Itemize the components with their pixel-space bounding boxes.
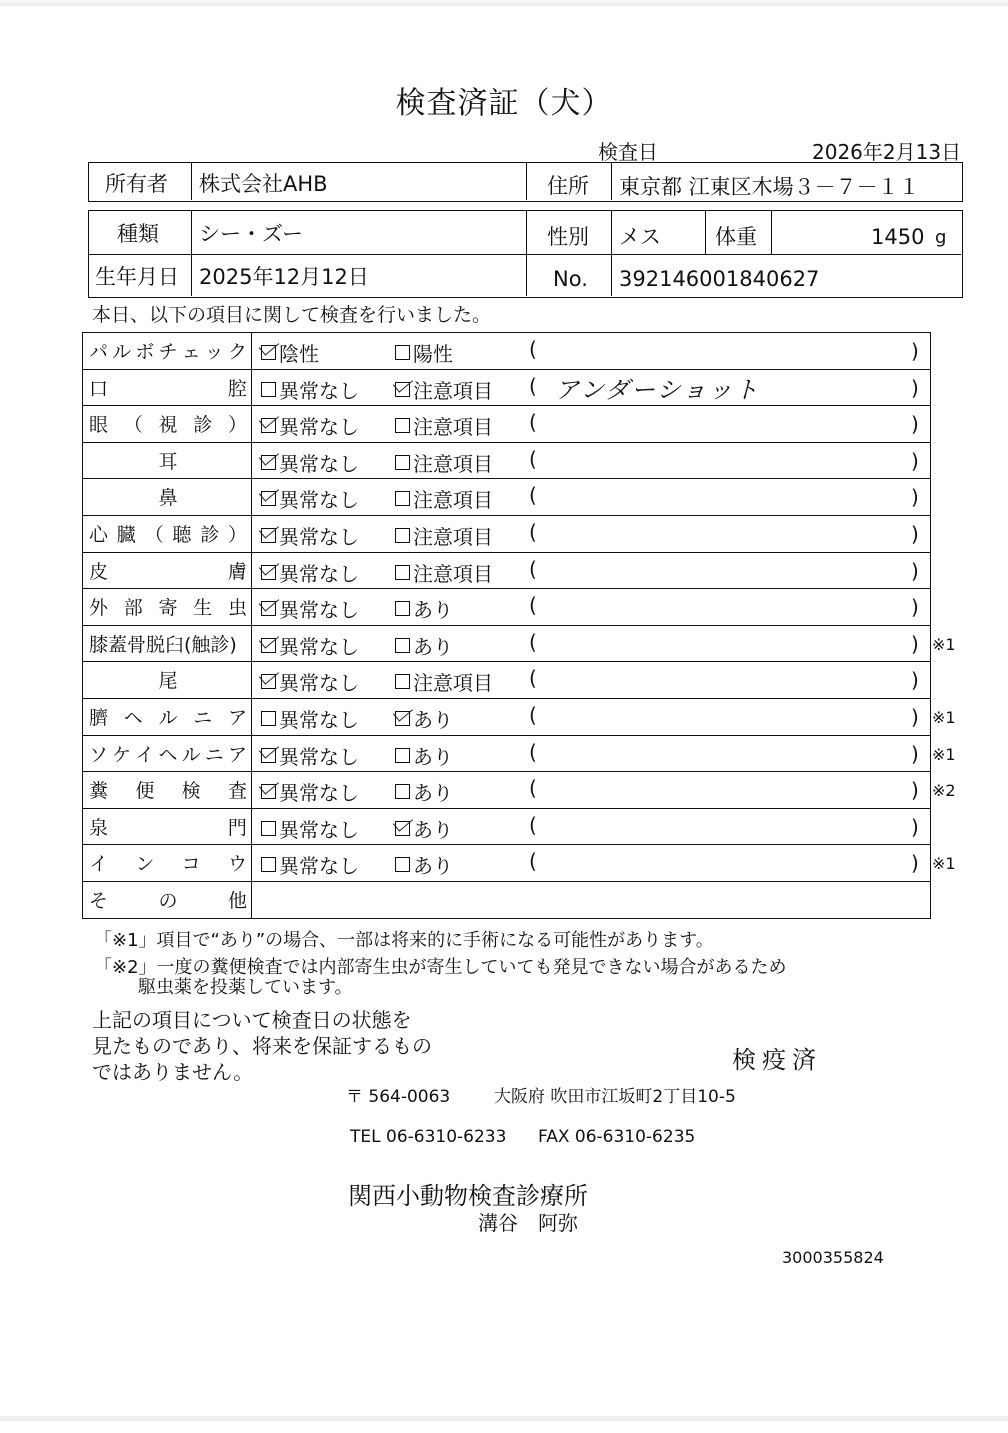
inspection-checklist [82, 332, 931, 919]
number-value: 392146001840627 [619, 267, 820, 291]
label-char: ア [227, 707, 247, 729]
scan-bottom-edge [0, 1416, 1008, 1421]
checklist-item-label [89, 410, 247, 437]
clinic-fax: FAX 06-6310-6235 [538, 1127, 696, 1147]
checklist-item-label [89, 483, 247, 510]
checkbox-icon[interactable] [395, 491, 410, 506]
option-label: 異常なし [279, 415, 359, 440]
option-normal[interactable] [261, 704, 359, 733]
checklist-item-label [89, 740, 247, 767]
label-char: ケ [112, 743, 132, 766]
owner-label: 所有者 [105, 172, 168, 196]
label-char: 糞 [89, 780, 109, 803]
option-abnormal[interactable] [395, 814, 453, 843]
checklist-item-label [89, 776, 247, 803]
clinic-tel: TEL 06-6310-6233 [350, 1127, 507, 1147]
checklist-row [83, 699, 930, 736]
checklist-item-label [89, 520, 247, 547]
checklist-row [83, 845, 930, 882]
checkbox-icon[interactable] [395, 601, 410, 616]
checked-checkbox-icon[interactable] [261, 345, 276, 360]
label-char: ル [158, 707, 178, 729]
pet-info-box [88, 210, 963, 298]
label-char: ル [112, 341, 132, 363]
option-label: 異常なし [279, 817, 359, 842]
label-char: 耳 [158, 450, 178, 473]
option-normal[interactable] [261, 741, 359, 770]
option-label: 注意項目 [413, 671, 493, 696]
option-normal[interactable] [261, 448, 359, 477]
option-abnormal[interactable] [395, 375, 493, 404]
note-close-paren: ) [911, 851, 919, 876]
label-char: 尾 [158, 670, 178, 693]
note-open-paren: ( [529, 593, 537, 618]
clinic-name: 関西小動物検査診療所 [348, 1182, 588, 1210]
checkbox-icon[interactable] [395, 638, 410, 653]
checklist-row [83, 553, 930, 590]
label-char: （ [123, 414, 143, 437]
label-char: 皮 [89, 560, 109, 583]
label-char: 膝蓋骨脱臼(触診) [89, 633, 237, 656]
option-normal[interactable] [261, 850, 359, 879]
note-open-paren: ( [529, 337, 537, 361]
checklist-item-label [89, 630, 247, 657]
note-close-paren: ) [911, 668, 919, 693]
checkbox-icon[interactable] [395, 674, 410, 689]
option-label: 異常なし [279, 451, 359, 476]
option-abnormal[interactable] [395, 631, 453, 660]
checklist-item-label [89, 813, 247, 840]
option-label: あり [413, 817, 453, 842]
note-open-paren: ( [529, 666, 537, 691]
option-label: 注意項目 [413, 415, 493, 440]
footnote-mark: ※1 [932, 854, 956, 874]
label-char: 検 [181, 780, 201, 803]
label-char: ル [181, 743, 201, 766]
option-normal[interactable] [261, 338, 319, 367]
statement-line-3: ではありません。 [92, 1060, 254, 1084]
label-char: 鼻 [158, 487, 178, 510]
option-label: 異常なし [279, 378, 359, 403]
label-char: ニ [204, 743, 224, 766]
checklist-item-label [89, 849, 247, 876]
checked-checkbox-icon[interactable] [261, 528, 276, 543]
option-normal[interactable] [261, 777, 359, 806]
breed-value: シー・ズー [199, 222, 303, 246]
label-char: ア [227, 743, 247, 766]
option-abnormal[interactable] [395, 667, 493, 696]
option-label: 異常なし [279, 708, 359, 732]
checklist-item-label [89, 447, 247, 474]
note-open-paren: ( [529, 739, 537, 764]
label-char: 部 [123, 597, 143, 620]
inspection-date-value: 2026年2月13日 [812, 140, 962, 164]
footnote-mark: ※1 [932, 708, 956, 727]
checklist-row [83, 516, 930, 553]
footnote-mark: ※1 [932, 744, 956, 764]
note-open-paren: ( [529, 446, 537, 471]
label-char: ク [227, 341, 247, 363]
checked-checkbox-icon[interactable] [261, 784, 276, 799]
checked-checkbox-icon[interactable] [261, 638, 276, 653]
checkbox-icon[interactable] [395, 748, 410, 763]
checked-checkbox-icon[interactable] [395, 711, 410, 726]
label-char: ヘ [158, 743, 178, 766]
handwritten-note: アンダーショット [555, 375, 761, 404]
option-label: あり [413, 781, 453, 806]
note-open-paren: ( [529, 703, 537, 727]
option-label: 異常なし [279, 561, 359, 586]
option-abnormal[interactable] [395, 338, 453, 367]
label-char: 視 [158, 414, 178, 437]
option-normal[interactable] [261, 521, 359, 550]
label-char: ソ [89, 743, 109, 766]
label-char: 聴 [172, 524, 192, 546]
label-char: 診 [193, 414, 213, 437]
option-abnormal[interactable] [395, 448, 493, 477]
note-close-paren: ) [911, 558, 919, 583]
checklist-row [83, 406, 930, 443]
label-char: 外 [89, 597, 109, 620]
label-char: 腔 [227, 377, 247, 400]
document-title: 検査済証（犬） [395, 86, 613, 121]
checked-checkbox-icon[interactable] [261, 674, 276, 689]
weight-value: 1450 [871, 225, 925, 249]
label-char: 虫 [227, 597, 247, 620]
checklist-item-label [89, 593, 247, 620]
option-label: あり [413, 708, 453, 732]
checklist-row [83, 626, 930, 663]
option-normal[interactable] [261, 594, 359, 623]
checklist-row [83, 333, 930, 370]
label-char: 診 [200, 524, 220, 546]
checked-checkbox-icon[interactable] [261, 748, 276, 763]
option-label: 異常なし [279, 634, 359, 659]
note-close-paren: ) [911, 631, 919, 656]
option-normal[interactable] [261, 484, 359, 513]
checked-checkbox-icon[interactable] [261, 491, 276, 506]
statement-line-2: 見たものであり、将来を保証するもの [92, 1034, 432, 1058]
option-label: 陰性 [279, 342, 319, 366]
label-char: パ [89, 341, 109, 363]
note-close-paren: ) [911, 814, 919, 839]
checklist-row [83, 736, 930, 773]
postal-code: 〒 564-0063 [346, 1087, 451, 1107]
label-char: ボ [135, 341, 155, 363]
option-label: 注意項目 [413, 561, 493, 586]
note-close-paren: ) [911, 412, 919, 437]
label-char: ッ [204, 341, 224, 363]
label-char: ン [135, 853, 155, 876]
label-char: イ [135, 743, 155, 766]
owner-value: 株式会社AHB [199, 172, 328, 196]
label-char: イ [89, 853, 109, 876]
option-abnormal[interactable] [395, 558, 493, 587]
option-label: あり [413, 634, 453, 659]
note-open-paren: ( [529, 556, 537, 581]
label-char: ） [227, 414, 247, 437]
checklist-row [83, 772, 930, 809]
weight-unit: g [935, 227, 947, 248]
option-label: あり [413, 598, 453, 623]
number-label: No. [553, 267, 588, 291]
label-char: 口 [89, 377, 109, 400]
checked-checkbox-icon[interactable] [261, 565, 276, 580]
option-label: 陽性 [413, 342, 453, 366]
footnote-mark: ※1 [932, 634, 956, 654]
checklist-item-label [89, 374, 247, 401]
option-abnormal[interactable] [395, 521, 493, 550]
label-char: ヘ [123, 707, 143, 729]
weight-label: 体重 [715, 225, 757, 249]
checklist-row [83, 370, 930, 407]
note-open-paren: ( [529, 483, 537, 508]
birthdate-label: 生年月日 [95, 265, 179, 289]
option-label: 異常なし [279, 744, 359, 769]
label-char: 寄 [158, 597, 178, 620]
note-open-paren: ( [529, 812, 537, 837]
checkbox-icon[interactable] [395, 455, 410, 470]
checkbox-icon[interactable] [395, 418, 410, 433]
option-abnormal[interactable] [395, 850, 453, 879]
checkbox-icon[interactable] [395, 528, 410, 543]
label-char: の [158, 890, 178, 912]
option-abnormal[interactable] [395, 741, 453, 770]
option-label: 異常なし [279, 598, 359, 623]
checkbox-icon[interactable] [261, 857, 276, 872]
address-value: 東京都 江東区木場３－７－１１ [619, 175, 920, 199]
statement-line-1: 上記の項目について検査日の状態を [92, 1008, 412, 1032]
note-open-paren: ( [529, 629, 537, 654]
owner-address-box [88, 162, 963, 202]
option-normal[interactable] [261, 631, 359, 660]
label-char: 査 [227, 780, 247, 803]
checklist-item-label [89, 337, 247, 364]
label-char: 臓 [116, 524, 136, 546]
footnote-2-line-2: 駆虫薬を投薬しています。 [138, 977, 353, 998]
clinic-address: 大阪府 吹田市江坂町2丁目10-5 [494, 1087, 736, 1107]
checklist-item-label [89, 703, 247, 730]
option-label: 注意項目 [413, 488, 493, 513]
option-label: 異常なし [279, 488, 359, 513]
note-close-paren: ) [911, 448, 919, 473]
checked-checkbox-icon[interactable] [261, 455, 276, 470]
checkbox-icon[interactable] [261, 711, 276, 726]
label-char: （ [144, 524, 164, 546]
vet-name: 溝谷 阿弥 [478, 1211, 578, 1235]
checked-checkbox-icon[interactable] [395, 382, 410, 397]
note-close-paren: ) [911, 522, 919, 546]
label-char: そ [89, 890, 109, 912]
breed-label: 種類 [117, 222, 159, 246]
option-label: 異常なし [279, 671, 359, 696]
label-char: ニ [193, 707, 213, 729]
checkbox-icon[interactable] [261, 821, 276, 836]
label-char: チ [158, 341, 178, 363]
label-char: 生 [193, 597, 213, 620]
note-close-paren: ) [911, 375, 919, 400]
label-char: 臍 [89, 707, 109, 729]
label-char: 他 [227, 890, 247, 912]
footnote-mark: ※2 [932, 781, 956, 801]
checkbox-icon[interactable] [395, 565, 410, 580]
checklist-item-label [89, 886, 247, 913]
label-char: 膚 [227, 560, 247, 583]
option-label: 注意項目 [413, 525, 493, 549]
option-abnormal[interactable] [395, 777, 453, 806]
note-close-paren: ) [911, 705, 919, 729]
note-close-paren: ) [911, 485, 919, 510]
option-label: 注意項目 [413, 451, 493, 476]
scan-top-edge [0, 0, 1008, 6]
note-open-paren: ( [529, 776, 537, 801]
label-char: 眼 [89, 414, 109, 437]
label-char: 泉 [89, 816, 109, 839]
option-abnormal[interactable] [395, 594, 453, 623]
checklist-row [83, 443, 930, 480]
note-close-paren: ) [911, 339, 919, 363]
option-label: 異常なし [279, 854, 359, 879]
checked-checkbox-icon[interactable] [395, 821, 410, 836]
checked-checkbox-icon[interactable] [261, 601, 276, 616]
option-abnormal[interactable] [395, 411, 493, 440]
footnote-2-line-1: 「※2」一度の糞便検査では内部寄生虫が寄生していても発見できない場合があるため [94, 957, 787, 978]
note-close-paren: ) [911, 595, 919, 620]
option-normal[interactable] [261, 558, 359, 587]
quarantine-stamp: 検疫済 [732, 1046, 822, 1074]
checkbox-icon[interactable] [395, 857, 410, 872]
note-open-paren: ( [529, 520, 537, 544]
checkbox-icon[interactable] [395, 345, 410, 360]
note-open-paren: ( [529, 373, 537, 398]
checklist-row [83, 589, 930, 626]
label-char: 門 [227, 816, 247, 839]
label-char: ェ [181, 341, 201, 363]
checklist-row [83, 882, 930, 918]
label-char: コ [181, 853, 201, 876]
note-close-paren: ) [911, 741, 919, 766]
birthdate-value: 2025年12月12日 [199, 265, 369, 289]
checkbox-icon[interactable] [261, 382, 276, 397]
intro-text: 本日、以下の項目に関して検査を行いました。 [92, 304, 492, 326]
option-normal[interactable] [261, 375, 359, 404]
checklist-item-label [89, 557, 247, 584]
option-normal[interactable] [261, 411, 359, 440]
note-open-paren: ( [529, 849, 537, 874]
note-open-paren: ( [529, 410, 537, 435]
note-close-paren: ) [911, 778, 919, 803]
checkbox-icon[interactable] [395, 784, 410, 799]
option-abnormal[interactable] [395, 484, 493, 513]
option-label: あり [413, 744, 453, 769]
sex-label: 性別 [547, 225, 589, 249]
inspection-date-label: 検査日 [598, 140, 658, 164]
label-char: ウ [227, 853, 247, 876]
option-label: 異常なし [279, 781, 359, 806]
option-label: 注意項目 [413, 378, 493, 403]
address-label: 住所 [547, 174, 589, 198]
footnote-1: 「※1」項目で“あり”の場合、一部は将来的に手術になる可能性があります。 [94, 930, 714, 951]
sex-value: メス [619, 225, 661, 249]
label-char: 便 [135, 780, 155, 803]
checklist-row [83, 662, 930, 699]
checklist-row [83, 809, 930, 846]
option-normal[interactable] [261, 814, 359, 843]
label-char: 心 [89, 524, 109, 546]
option-normal[interactable] [261, 667, 359, 696]
option-label: あり [413, 854, 453, 879]
document-serial: 3000355824 [782, 1248, 884, 1267]
checklist-item-label [89, 666, 247, 693]
option-label: 異常なし [279, 525, 359, 549]
label-char: ） [227, 524, 247, 546]
option-abnormal[interactable] [395, 704, 453, 733]
checked-checkbox-icon[interactable] [261, 418, 276, 433]
checklist-row [83, 479, 930, 516]
